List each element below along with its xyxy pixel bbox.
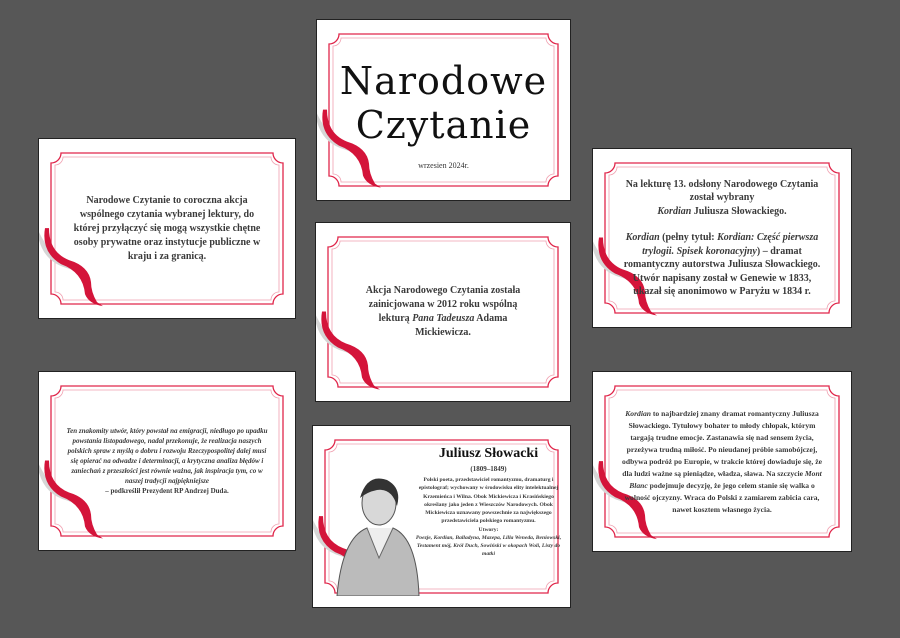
works-label: Utwory:	[478, 526, 499, 533]
bio-name: Juliusz Słowacki	[438, 446, 539, 461]
plot-place: Mont Blanc	[629, 468, 822, 490]
history-text1: Akcja Narodowego Czytania została zainicjowana w 2012 roku wspólną lekturą	[365, 285, 521, 324]
portrait-image	[327, 468, 422, 596]
works-list: Poezje, Kordian, Balladyna, Mazepa, Lilla Weneda, Beniowski, Testament mój, Król Duch, Sowiński w okopach Woli, Listy do matki	[415, 534, 562, 558]
bio-text: Polski poeta, przedstawiciel romantyzmu, dramaturg i epistolograf; wychowany w środowisku elity intelektualnej Krzemieńca i Wilna. Obok Mickiewicza i Krasińskiego określany jako jeden z Wieszczów Narodowych. Obok Mickiewicza uznawany powszechnie za największego przedstawiciela polskiego romantyzmu.	[418, 477, 559, 525]
kordian-p1c: Juliusza Słowackiego.	[691, 205, 787, 217]
kordian-p1b: Kordian	[657, 205, 692, 217]
date-text: wrzesien 2024r.	[418, 160, 469, 170]
bio-card	[312, 425, 571, 608]
plot-card	[592, 371, 852, 552]
title-line-2: Czytanie	[355, 102, 532, 147]
history-title: Pana Tadeusza	[412, 313, 475, 324]
kordian-p2b: (pełny tytuł:	[659, 232, 718, 243]
kordian-card	[592, 148, 852, 328]
quote-card	[38, 371, 296, 551]
kordian-p2c: Kordian: Część pierwsza trylogii. Spisek koronacyjny	[642, 232, 819, 257]
kordian-p1a: Na lekturę 13. odsłony Narodowego Czytania został wybrany	[625, 178, 819, 203]
bio-years: (1809–1849)	[470, 465, 507, 473]
title-card	[316, 19, 571, 201]
kordian-p2a: Kordian	[625, 232, 660, 243]
plot-title: Kordian	[625, 408, 651, 418]
history-text2: Adama Mickiewicza.	[415, 313, 508, 338]
title-line-1: Narodowe	[339, 58, 548, 103]
intro-card	[38, 138, 296, 319]
kordian-p2d: ) – dramat romantyczny autorstwa Juliusza Słowackiego. Utwór napisany został w Genewie w 1833, ukazał się anonimowo w Paryżu w 1834 r.	[623, 245, 821, 297]
history-card	[315, 222, 571, 402]
quote-author: – podkreślił Prezydent RP Andrzej Duda.	[105, 487, 229, 495]
plot-text: to najbardziej znany dramat romantyczny Juliusza Słowackiego. Tytułowy bohater to młody chłopak, którym targają trudne emocje. Zastanawia się nad sensem życia, przeżywa trudną miłość. Po nieudanej próbie samobójczej, odbywa podróż po Europie, w trakcie której dowiaduje się, że dla ludzi ważne są pieniądze, władza, sława. Na szczycie	[622, 408, 822, 478]
quote-text: Ten znakomity utwór, który powstał na emigracji, niedługo po upadku powstania listopadowego, nadal przekonuje, że realizacja naszych polskich spraw z myślą o dobru i rozwoju Rzeczypospolitej dalej musi się opierać na odwadze i determinacji, a krytyczna analiza błędów i zaniechań z przeszłości jest równie ważna, jak inspiracja tym, co w naszej tradycji najpiękniejsze	[66, 427, 268, 485]
intro-text: Narodowe Czytanie to coroczna akcja wspólnego czytania wybranej lektury, do której przyłączyć się mogą wszystkie chętne osoby prywatne oraz instytucje publiczne w kraju i za granicą.	[73, 194, 261, 262]
plot-text2: podejmuje decyzję, że jego celem stanie się walka o wolność ojczyzny. Wraca do Polski z zamiarem zabicia cara, nawet kosztem własnego życia.	[624, 480, 820, 514]
